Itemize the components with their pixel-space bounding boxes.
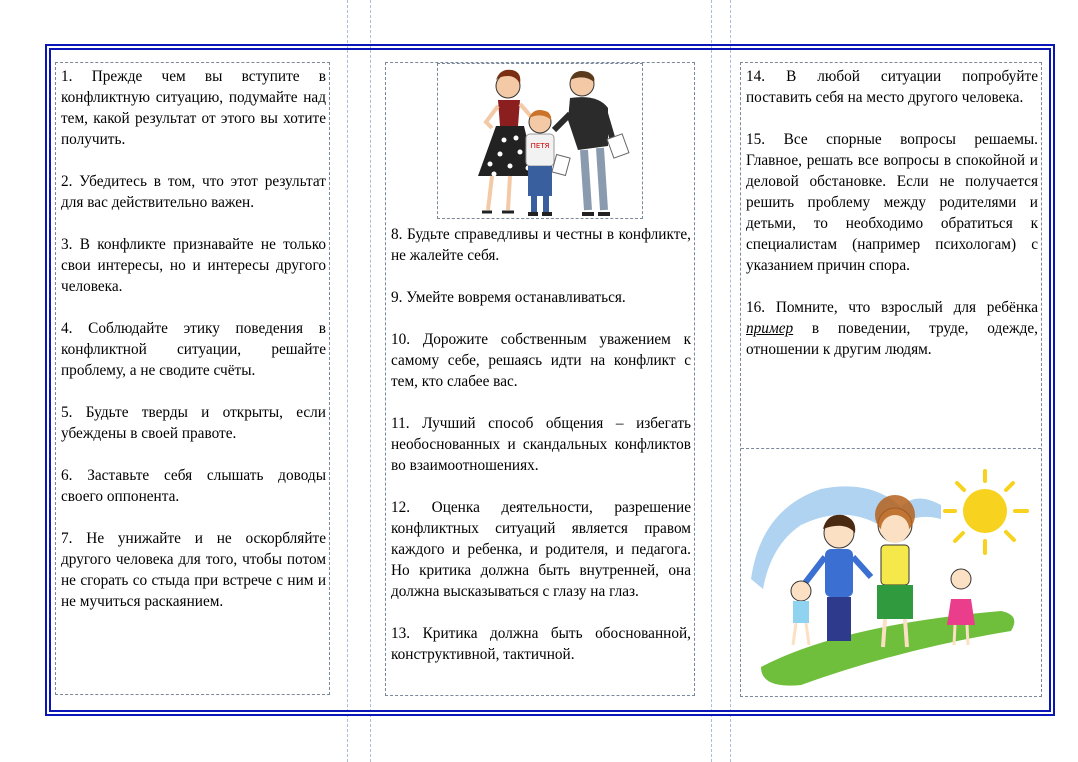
tip-2: 2. Убедитесь в том, что этот результат для вас действительно важен. bbox=[61, 173, 326, 211]
tip-16-end: в поведении, труде, одежде, отношении к другим людям. bbox=[746, 320, 1038, 358]
tip-14: 14. В любой ситуации попробуйте поставить себя на место другого человека. bbox=[746, 68, 1038, 106]
column-3 bbox=[740, 62, 1042, 697]
tip-10: 10. Дорожите собственным уважением к самому себе, решаясь идти на конфликт с тем, кто слабее вас. bbox=[391, 331, 691, 390]
column-2 bbox=[385, 62, 695, 696]
family-sun-image bbox=[741, 449, 1041, 698]
column-2-text bbox=[386, 224, 694, 686]
tip-13: 13. Критика должна быть обоснованной, конструктивной, тактичной. bbox=[391, 625, 691, 663]
parents-scolding-image bbox=[438, 64, 642, 218]
tip-5: 5. Будьте тверды и открыты, если убеждены в своей правоте. bbox=[61, 404, 326, 442]
tip-16-emphasis: пример bbox=[746, 320, 794, 337]
tip-16 bbox=[746, 297, 1038, 360]
happy-family-illustration bbox=[741, 449, 1041, 698]
tip-4: 4. Соблюдайте этику поведения в конфликтной ситуации, решайте проблему, а не сводите счёты. bbox=[61, 320, 326, 379]
tip-15: 15. Все спорные вопросы решаемы. Главное, решать все вопросы в спокойной и деловой обстановке. Если не получается решить проблему между родителями и детьми, то необходимо обратиться к специалистам (например психологам) с указанием причин спора. bbox=[746, 131, 1038, 274]
tip-7: 7. Не унижайте и не оскорбляйте другого человека для того, чтобы потом не сгорать со стыда при встрече с ним и не мучиться раскаянием. bbox=[61, 530, 326, 610]
tip-1: 1. Прежде чем вы вступите в конфликтную ситуацию, подумайте над тем, какой результат от этого вы хотите получить. bbox=[61, 68, 326, 148]
parents-child-illustration bbox=[437, 63, 643, 219]
column-1 bbox=[55, 62, 330, 695]
tip-8: 8. Будьте справедливы и честны в конфликте, не жалейте себя. bbox=[391, 226, 691, 264]
tip-12: 12. Оценка деятельности, разрешение конфликтных ситуаций является правом каждого и ребенка, и родителя, и педагога. Но критика должна быть внутренней, она должна высказываться с глазу на глаз. bbox=[391, 499, 691, 600]
tip-3: 3. В конфликте признавайте не только свои интересы, но и интересы другого человека. bbox=[61, 236, 326, 295]
tip-11: 11. Лучший способ общения – избегать необоснованных и скандальных конфликтов во взаимоотношениях. bbox=[391, 415, 691, 474]
tip-16-start: 16. Помните, что взрослый для ребёнка bbox=[746, 299, 1038, 316]
tip-6: 6. Заставьте себя слышать доводы своего оппонента. bbox=[61, 467, 326, 505]
tip-9: 9. Умейте вовремя останавливаться. bbox=[391, 289, 626, 306]
shirt-label: ПЕТЯ bbox=[530, 142, 550, 150]
